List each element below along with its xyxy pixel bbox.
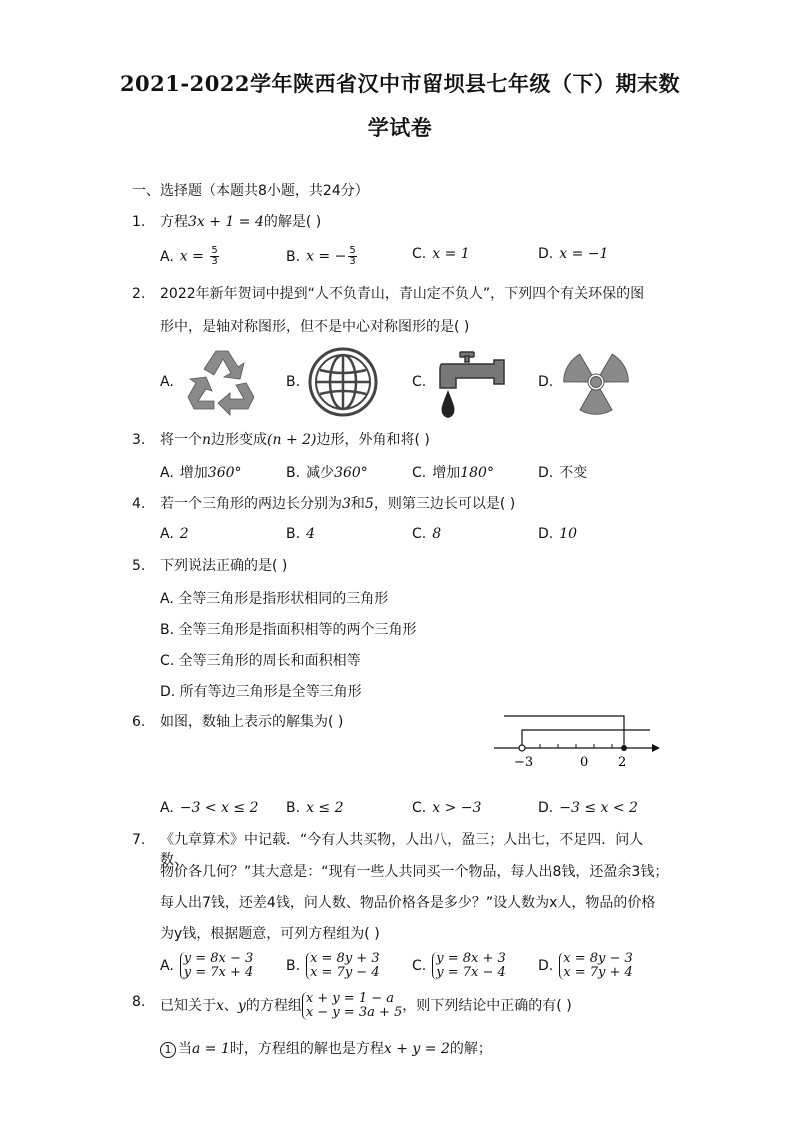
option-label: B. (286, 800, 301, 816)
option-label: C. (412, 958, 427, 974)
question-text-post: ，则下列结论中正确的有( ) (402, 998, 572, 1014)
math-n: n (202, 432, 212, 448)
option-label: A. (160, 526, 174, 542)
math-x-plus-y: x + y = 2 (383, 1041, 450, 1057)
question-text-post: 的解是( ) (263, 214, 322, 230)
option-math: x ≤ 2 (306, 800, 344, 816)
option-d[interactable] (538, 800, 638, 816)
radiation-icon (560, 348, 632, 416)
globe-icon (307, 346, 379, 418)
option-label: B. (286, 248, 301, 265)
option-math: −3 ≤ x < 2 (559, 800, 638, 816)
option-text: 不变 (559, 465, 588, 481)
page-title-line1: 2021-2022学年陕西省汉中市留坝县七年级（下）期末数 (119, 71, 681, 96)
option-label: A. (160, 800, 174, 816)
option-label: B. (286, 526, 301, 542)
axis-label-2: 2 (618, 755, 627, 770)
option-b[interactable] (286, 246, 357, 267)
question-number: 2. (132, 286, 146, 302)
option-d[interactable] (538, 246, 608, 262)
options-q7 (160, 952, 680, 982)
axis-label-0: 0 (580, 755, 589, 770)
option-label: B. (286, 374, 301, 390)
option-a[interactable] (160, 462, 242, 482)
option-a[interactable] (160, 374, 180, 390)
option-text: 增加 (179, 465, 208, 481)
equation-system (432, 952, 506, 980)
option-math: 10 (559, 526, 578, 542)
option-label: C. (412, 246, 427, 262)
option-math: 360° (334, 465, 368, 481)
question-number: 5. (132, 558, 146, 574)
question-text-post: ，则第三边长可以是( ) (373, 496, 516, 512)
option-b[interactable] (286, 462, 368, 482)
question-text-line2: 形中，是轴对称图形，但不是中心对称图形的是( ) (160, 319, 470, 335)
open-point (519, 745, 525, 751)
option-label: D. (538, 465, 554, 481)
equation-system (302, 992, 402, 1020)
equation-1: x = 8y − 3 (563, 951, 633, 966)
options-q1 (160, 246, 680, 276)
option-math: x = −1 (559, 246, 609, 262)
math-a-eq-1: a = 1 (192, 1041, 230, 1057)
question-text-mid: 边形变成 (211, 432, 268, 448)
question-text-pre: 若一个三角形的两边长分别为 (160, 496, 342, 512)
question-text-line1: 2022年新年贺词中提到“人不负青山，青山定不负人”，下列四个有关环保的图 (160, 286, 645, 302)
option-math: 4 (306, 526, 315, 542)
option-text: 减少 (306, 465, 335, 481)
equation-2: x − y = 3a + 5 (305, 1005, 403, 1020)
option-label: C. (412, 800, 427, 816)
question-text-mid: 和 (350, 496, 365, 512)
math-y: y (237, 998, 246, 1014)
math-3: 3 (342, 496, 351, 512)
question-number: 4. (132, 496, 146, 512)
question-number: 3. (132, 432, 146, 448)
option-math: x > −3 (432, 800, 482, 816)
option-a[interactable] (160, 952, 253, 980)
option-label: A. (160, 374, 174, 390)
option-label: A. (160, 958, 174, 974)
option-a[interactable] (160, 246, 219, 267)
option-label: A. (160, 465, 174, 481)
question-number: 7. (132, 832, 146, 848)
option-label: D. (538, 958, 554, 974)
option-label: C. (412, 374, 427, 390)
option-math: 8 (432, 526, 442, 542)
option-math: 2 (179, 526, 189, 542)
question-text (160, 212, 660, 232)
option-label: C. (412, 465, 427, 481)
option-math: x = − (306, 248, 347, 265)
option-a[interactable]: A. 全等三角形是指形状相同的三角形 (160, 591, 389, 607)
math-n-plus-2: (n + 2) (267, 432, 317, 448)
question-text: 下列说法正确的是( ) (160, 558, 288, 574)
equation-1: x = 8y + 3 (310, 951, 380, 966)
option-text: 增加 (432, 465, 461, 481)
option-label: D. (538, 800, 554, 816)
option-math: 360° (207, 465, 242, 481)
option-label: D. (538, 526, 554, 542)
faucet-icon (434, 350, 510, 420)
option-a[interactable] (160, 526, 189, 542)
option-math: x = (179, 248, 209, 265)
page-title-line2: 学试卷 (367, 115, 433, 140)
equation-1: y = 8x − 3 (183, 951, 254, 966)
question-text-post: 边形，外角和将( ) (316, 432, 430, 448)
closed-point (621, 745, 627, 751)
statement-text-pre: 当 (178, 1041, 192, 1057)
question-text (160, 494, 660, 514)
number-line-figure (488, 708, 668, 778)
option-label: D. (538, 374, 554, 390)
equation-2: y = 7x − 4 (436, 965, 506, 980)
option-c[interactable] (412, 374, 432, 390)
option-b[interactable] (286, 952, 380, 980)
option-label: C. (412, 526, 427, 542)
equation-2: x = 7y + 4 (563, 965, 633, 980)
option-b[interactable] (286, 374, 306, 390)
options-q3 (160, 462, 680, 492)
question-number: 8. (132, 994, 146, 1010)
option-label: D. (538, 246, 554, 262)
fraction-numerator: 5 (349, 245, 356, 256)
options-q4 (160, 526, 680, 556)
option-b[interactable]: B. 全等三角形是指面积相等的两个三角形 (160, 622, 417, 638)
question-text-pre: 已知关于 (160, 998, 216, 1014)
circled-number-1: 1 (160, 1042, 176, 1058)
option-a[interactable] (160, 800, 258, 816)
option-math: 180° (460, 465, 494, 481)
math-5: 5 (364, 496, 374, 512)
question-text-line3: 每人出7钱，还差4钱，问人数、物品价格各是多少？”设人数为x人，物品的价格 (160, 895, 656, 911)
option-d[interactable] (538, 462, 587, 482)
option-label: A. (160, 248, 174, 265)
statement-text-post: 的解； (449, 1041, 492, 1057)
option-c[interactable] (412, 952, 506, 980)
statement-text-mid: 时，方程组的解也是方程 (229, 1041, 384, 1057)
equation-1: x + y = 1 − a (305, 991, 394, 1006)
option-c[interactable] (412, 246, 470, 262)
option-c[interactable] (412, 462, 494, 482)
options-q6 (160, 800, 680, 830)
question-text-line2: 物价各几何？”其大意是：“现有一些人共同买一个物品，每人出8钱，还盈余3钱； (160, 864, 669, 880)
fraction-denominator: 3 (211, 256, 218, 267)
statement-1 (160, 1038, 670, 1058)
option-d[interactable] (538, 526, 577, 542)
option-d[interactable]: D. 所有等边三角形是全等三角形 (160, 684, 362, 700)
equation: 3x + 1 = 4 (188, 214, 264, 230)
option-d[interactable] (538, 374, 559, 390)
bracket-lower (522, 730, 650, 748)
question-text-pre: 将一个 (160, 432, 202, 448)
option-label: B. (286, 958, 301, 974)
option-c[interactable] (412, 526, 441, 542)
recycle-icon (186, 347, 258, 417)
equation-2: x = 7y − 4 (310, 965, 380, 980)
question-text-line1: 《九章算术》中记载．“今有人共买物，人出八，盈三；人出七，不足四．问人数、 (160, 832, 644, 868)
equation-system (306, 952, 380, 980)
option-label: B. (286, 465, 301, 481)
question-text (160, 430, 660, 450)
option-d[interactable] (538, 952, 633, 980)
equation-1: y = 8x + 3 (436, 951, 506, 966)
question-text (160, 992, 660, 1020)
section-heading: 一、选择题（本题共8小题，共24分） (132, 183, 369, 199)
option-b[interactable] (286, 526, 315, 542)
question-text: 如图，数轴上表示的解集为( ) (160, 714, 344, 730)
option-c[interactable]: C. 全等三角形的周长和面积相等 (160, 653, 361, 669)
equation-system (180, 952, 254, 980)
option-math: x = 1 (432, 246, 470, 262)
question-text-mid: 的方程组 (245, 998, 302, 1014)
question-text-pre: 方程 (160, 214, 188, 230)
option-c[interactable] (412, 800, 481, 816)
equation-system (559, 952, 633, 980)
question-number: 6. (132, 714, 146, 730)
fraction-numerator: 5 (211, 245, 218, 256)
separator: 、 (223, 998, 238, 1014)
fraction-denominator: 3 (349, 256, 356, 267)
axis-label-neg3: −3 (514, 755, 534, 770)
math-x: x (216, 998, 224, 1014)
option-math: −3 < x ≤ 2 (179, 800, 259, 816)
question-text-line4: 为y钱，根据题意，可列方程组为( ) (160, 926, 380, 942)
equation-2: y = 7x + 4 (183, 965, 254, 980)
option-b[interactable] (286, 800, 344, 816)
fraction (210, 246, 218, 267)
fraction (348, 246, 356, 267)
axis-arrow (652, 744, 660, 752)
question-number: 1. (132, 214, 146, 230)
